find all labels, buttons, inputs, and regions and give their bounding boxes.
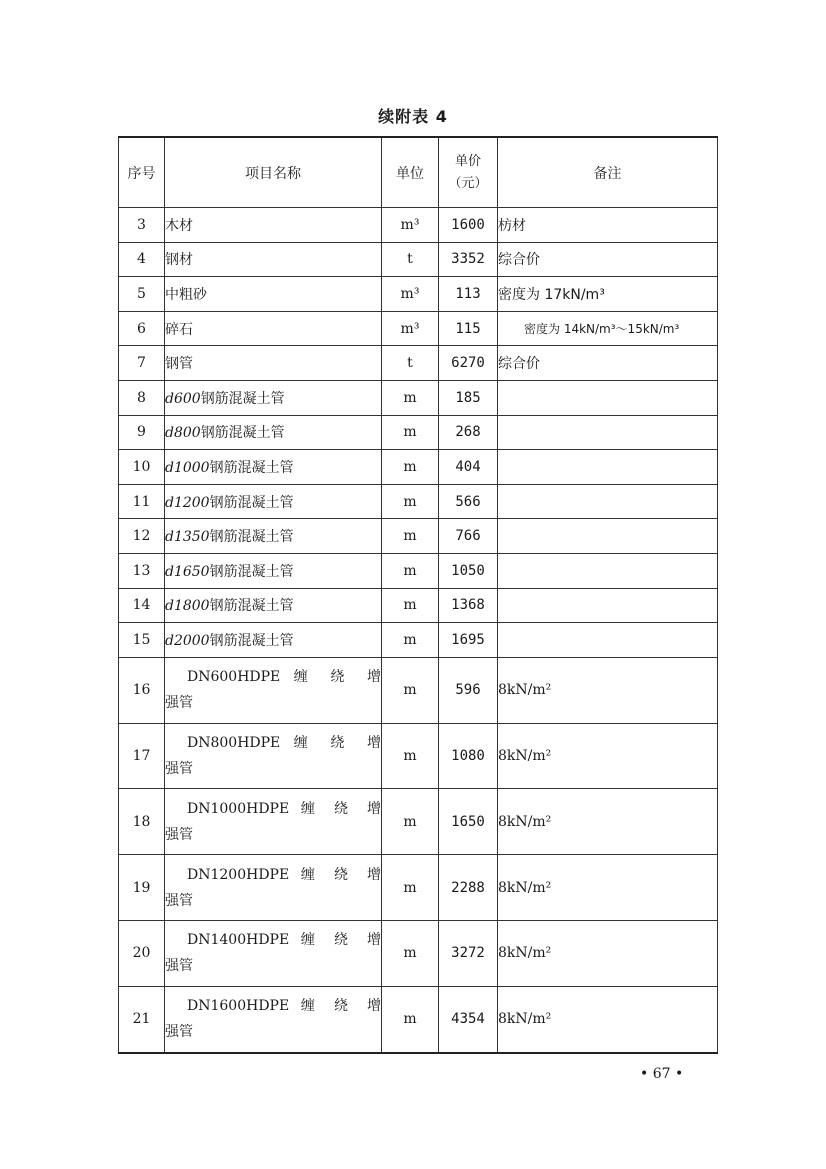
row-price: 4354 xyxy=(439,986,498,1052)
row-no: 21 xyxy=(119,986,165,1052)
row-no: 16 xyxy=(119,657,165,723)
row-note xyxy=(498,346,718,381)
row-name-line1-text: 1600HDPE 缠 绕 增 xyxy=(210,998,381,1015)
row-price: 113 xyxy=(439,277,498,312)
row-unit: m³ xyxy=(382,277,439,312)
row-no: 4 xyxy=(119,242,165,277)
row-name xyxy=(165,242,382,277)
row-name xyxy=(165,789,382,855)
row-price: 566 xyxy=(439,484,498,519)
table-row xyxy=(119,380,718,415)
row-name xyxy=(165,208,382,243)
row-unit: m³ xyxy=(382,208,439,243)
table-row xyxy=(119,723,718,789)
row-name xyxy=(165,450,382,485)
row-no: 5 xyxy=(119,277,165,312)
price-table xyxy=(118,136,718,1054)
row-price: 1600 xyxy=(439,208,498,243)
row-note xyxy=(498,415,718,450)
row-name-text: 钢筋混凝土管 xyxy=(209,529,294,546)
row-name-dim: d1800 xyxy=(165,598,210,615)
row-name-line1 xyxy=(165,664,381,690)
row-name-dim: DN xyxy=(187,669,211,686)
table-row xyxy=(119,415,718,450)
row-name xyxy=(165,311,382,346)
row-no: 18 xyxy=(119,789,165,855)
row-note: 8kN/m² xyxy=(498,657,718,723)
row-name-text: 钢筋混凝土管 xyxy=(209,494,294,511)
row-name-dim: DN xyxy=(187,800,211,817)
row-note: 8kN/m² xyxy=(498,920,718,986)
row-name xyxy=(165,855,382,921)
row-name-text: 钢材 xyxy=(165,252,193,269)
row-note xyxy=(498,311,718,346)
row-name xyxy=(165,657,382,723)
row-name-line2: 强管 xyxy=(165,826,193,843)
row-unit: t xyxy=(382,346,439,381)
row-price: 1368 xyxy=(439,588,498,623)
row-name-dim: DN xyxy=(187,998,211,1015)
row-name xyxy=(165,723,382,789)
row-name-dim: d1650 xyxy=(165,563,210,580)
row-price: 1650 xyxy=(439,789,498,855)
row-note xyxy=(498,623,718,658)
row-no: 13 xyxy=(119,553,165,588)
row-no: 9 xyxy=(119,415,165,450)
header-no: 序号 xyxy=(119,137,165,208)
table-row xyxy=(119,208,718,243)
row-name-text: 中粗砂 xyxy=(165,286,207,303)
row-note-text: 密度为 14kN/m³～15kN/m³ xyxy=(524,322,680,337)
row-no: 12 xyxy=(119,519,165,554)
row-name-dim: d1350 xyxy=(165,529,210,546)
row-name-dim: d1000 xyxy=(165,459,210,476)
row-name-text: 钢筋混凝土管 xyxy=(209,598,294,615)
row-name-dim: d1200 xyxy=(165,494,210,511)
row-price: 115 xyxy=(439,311,498,346)
row-name-line1 xyxy=(165,730,381,756)
row-name-text: 钢筋混凝土管 xyxy=(200,425,285,442)
row-note xyxy=(498,208,718,243)
row-note-text: 枋材 xyxy=(498,217,526,234)
table-row xyxy=(119,242,718,277)
row-unit: m xyxy=(382,657,439,723)
row-no: 11 xyxy=(119,484,165,519)
row-unit: m xyxy=(382,623,439,658)
row-no: 19 xyxy=(119,855,165,921)
row-name-line2: 强管 xyxy=(165,958,193,975)
row-note xyxy=(498,450,718,485)
row-note: 8kN/m² xyxy=(498,986,718,1052)
row-no: 15 xyxy=(119,623,165,658)
row-unit: m xyxy=(382,415,439,450)
row-name xyxy=(165,986,382,1052)
row-note xyxy=(498,519,718,554)
table-row xyxy=(119,346,718,381)
row-price: 404 xyxy=(439,450,498,485)
table-row xyxy=(119,986,718,1052)
row-no: 7 xyxy=(119,346,165,381)
table-row xyxy=(119,920,718,986)
row-name xyxy=(165,519,382,554)
row-price: 1695 xyxy=(439,623,498,658)
row-note-text: 综合价 xyxy=(498,252,540,269)
row-price: 2288 xyxy=(439,855,498,921)
page-number: • 67 • xyxy=(640,1066,684,1082)
table-row xyxy=(119,553,718,588)
header-price-line2: （元） xyxy=(448,175,488,191)
table-row xyxy=(119,855,718,921)
row-name-line1 xyxy=(165,993,381,1019)
row-unit: m xyxy=(382,519,439,554)
header-note: 备注 xyxy=(498,137,718,208)
row-name xyxy=(165,415,382,450)
row-price: 185 xyxy=(439,380,498,415)
table-row xyxy=(119,277,718,312)
row-name-text: 钢筋混凝土管 xyxy=(209,563,294,580)
row-price: 1050 xyxy=(439,553,498,588)
row-name-dim: DN xyxy=(187,932,211,949)
row-unit: m xyxy=(382,920,439,986)
row-price: 1080 xyxy=(439,723,498,789)
row-name-line1 xyxy=(165,796,381,822)
table-row xyxy=(119,311,718,346)
header-price-line1: 单价 xyxy=(454,153,481,169)
row-name xyxy=(165,380,382,415)
table-row xyxy=(119,519,718,554)
row-name-line1-text: 800HDPE 缠 绕 增 xyxy=(210,734,381,751)
row-note-text: 综合价 xyxy=(498,356,540,373)
row-name xyxy=(165,484,382,519)
row-note xyxy=(498,553,718,588)
row-name-dim: d2000 xyxy=(165,632,210,649)
row-no: 17 xyxy=(119,723,165,789)
row-price: 766 xyxy=(439,519,498,554)
row-name-line1 xyxy=(165,862,381,888)
row-note: 8kN/m² xyxy=(498,789,718,855)
row-name-text: 钢筋混凝土管 xyxy=(209,632,294,649)
row-no: 20 xyxy=(119,920,165,986)
row-no: 6 xyxy=(119,311,165,346)
row-unit: m xyxy=(382,588,439,623)
row-price: 3272 xyxy=(439,920,498,986)
table-header-row xyxy=(119,137,718,208)
row-name-line2: 强管 xyxy=(165,1024,193,1041)
page-title: 续附表 4 xyxy=(378,107,448,126)
row-name xyxy=(165,623,382,658)
row-name-text: 钢筋混凝土管 xyxy=(209,459,294,476)
row-name xyxy=(165,920,382,986)
row-unit: m³ xyxy=(382,311,439,346)
row-price: 3352 xyxy=(439,242,498,277)
row-name-line1 xyxy=(165,927,381,953)
row-unit: m xyxy=(382,789,439,855)
row-name-line1-text: 600HDPE 缠 绕 增 xyxy=(210,669,381,686)
row-no: 14 xyxy=(119,588,165,623)
row-name-line2: 强管 xyxy=(165,760,193,777)
row-price: 268 xyxy=(439,415,498,450)
row-name xyxy=(165,346,382,381)
row-no: 3 xyxy=(119,208,165,243)
header-price xyxy=(439,137,498,208)
row-note xyxy=(498,588,718,623)
row-note xyxy=(498,484,718,519)
row-note-text: 密度为 17kN/m³ xyxy=(498,286,605,303)
row-name xyxy=(165,277,382,312)
row-unit: m xyxy=(382,553,439,588)
header-unit: 单位 xyxy=(382,137,439,208)
row-price: 6270 xyxy=(439,346,498,381)
row-name xyxy=(165,588,382,623)
row-note xyxy=(498,277,718,312)
row-name-line1-text: 1400HDPE 缠 绕 增 xyxy=(210,932,381,949)
row-note: 8kN/m² xyxy=(498,855,718,921)
row-name-line2: 强管 xyxy=(165,892,193,909)
row-unit: m xyxy=(382,986,439,1052)
row-price: 596 xyxy=(439,657,498,723)
row-no: 8 xyxy=(119,380,165,415)
row-no: 10 xyxy=(119,450,165,485)
table-row xyxy=(119,484,718,519)
row-unit: m xyxy=(382,723,439,789)
row-unit: m xyxy=(382,380,439,415)
row-unit: m xyxy=(382,484,439,519)
row-note xyxy=(498,242,718,277)
row-name-dim: DN xyxy=(187,866,211,883)
table-row xyxy=(119,588,718,623)
row-name-dim: d800 xyxy=(165,425,201,442)
row-name-line1-text: 1200HDPE 缠 绕 增 xyxy=(210,866,381,883)
row-note xyxy=(498,380,718,415)
row-name-dim: d600 xyxy=(165,390,201,407)
row-name-line2: 强管 xyxy=(165,695,193,712)
table-row xyxy=(119,789,718,855)
row-name xyxy=(165,553,382,588)
header-name: 项目名称 xyxy=(165,137,382,208)
table-row xyxy=(119,450,718,485)
table-row xyxy=(119,623,718,658)
row-name-text: 木材 xyxy=(165,217,193,234)
table-row xyxy=(119,657,718,723)
row-name-text: 钢筋混凝土管 xyxy=(200,390,285,407)
row-name-text: 钢管 xyxy=(165,356,193,373)
row-unit: t xyxy=(382,242,439,277)
row-unit: m xyxy=(382,855,439,921)
row-name-dim: DN xyxy=(187,734,211,751)
row-name-text: 碎石 xyxy=(165,321,193,338)
row-name-line1-text: 1000HDPE 缠 绕 增 xyxy=(210,800,381,817)
row-unit: m xyxy=(382,450,439,485)
row-note: 8kN/m² xyxy=(498,723,718,789)
